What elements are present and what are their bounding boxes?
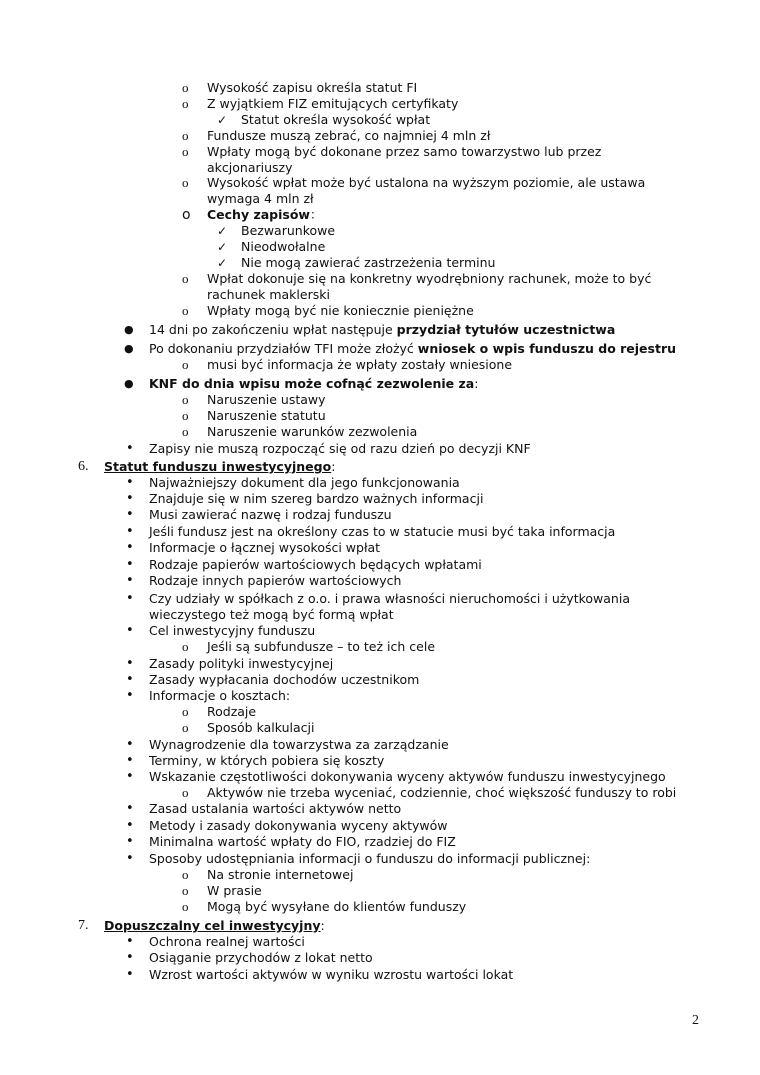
list-item: Aktywów nie trzeba wyceniać, codziennie, choć większość funduszy to robi: [207, 785, 677, 800]
bold-text: KNF do dnia wpisu może cofnąć zezwolenie za: [149, 376, 475, 391]
bullet-icon: •: [126, 441, 134, 456]
list-item: Wysokość zapisu określa statut FI: [207, 80, 418, 95]
list-item: musi być informacja że wpłaty zostały wniesione: [207, 357, 513, 372]
checkmark-icon: ✓: [217, 240, 228, 254]
list-item: rachunek maklerski: [207, 287, 330, 302]
page-number: 2: [692, 1013, 699, 1028]
bullet-icon: •: [126, 557, 134, 572]
text-run: Po dokonaniu przydziałów TFI może złożyć: [149, 341, 418, 356]
sub-bullet: o: [182, 128, 189, 143]
bold-text: wniosek o wpis funduszu do rejestru: [417, 341, 677, 356]
bullet-icon: •: [126, 967, 134, 982]
list-item: Naruszenie statutu: [207, 408, 326, 423]
bullet-icon: •: [126, 672, 134, 687]
list-item: Najważniejszy dokument dla jego funkcjonowania: [149, 475, 460, 490]
checkmark-icon: ✓: [217, 224, 228, 238]
list-item: Wpłaty mogą być dokonane przez samo towarzystwo lub przez: [207, 144, 602, 159]
bullet-icon: ●: [124, 342, 134, 355]
bold-text: Dopuszczalny cel inwestycyjny: [104, 918, 321, 933]
text-run: ：: [309, 207, 323, 222]
list-item: Mogą być wysyłane do klientów funduszy: [207, 899, 467, 914]
sub-bullet: o: [182, 883, 189, 898]
list-item: Rodzaje: [207, 704, 257, 719]
sub-bullet: o: [182, 207, 191, 223]
list-item: Minimalna wartość wpłaty do FIO, rzadziej do FIZ: [149, 834, 456, 849]
list-item: Fundusze muszą zebrać, co najmniej 4 mln zł: [207, 128, 491, 143]
bullet-icon: •: [126, 737, 134, 752]
sub-bullet: o: [182, 144, 189, 159]
checkmark-icon: ✓: [217, 113, 228, 127]
list-item: Naruszenie warunków zezwolenia: [207, 424, 418, 439]
sub-bullet: o: [182, 639, 189, 654]
sub-bullet: o: [182, 96, 189, 111]
bullet-icon: •: [126, 818, 134, 833]
bullet-icon: •: [126, 540, 134, 555]
list-item: Statut określa wysokość wpłat: [241, 112, 431, 127]
bullet-icon: •: [126, 753, 134, 768]
list-item: Wzrost wartości aktywów w wyniku wzrostu wartości lokat: [149, 967, 514, 982]
sub-bullet: o: [182, 408, 189, 423]
list-item: Musi zawierać nazwę i rodzaj funduszu: [149, 507, 392, 522]
bullet-icon: •: [126, 623, 134, 638]
bullet-icon: •: [126, 950, 134, 965]
bold-text: Statut funduszu inwestycyjnego: [104, 459, 332, 474]
section-number: 6.: [78, 459, 89, 474]
text-run: :: [331, 459, 336, 474]
bullet-icon: •: [126, 573, 134, 588]
sub-bullet: o: [182, 867, 189, 882]
list-item: Wpłaty mogą być nie koniecznie pieniężne: [207, 303, 474, 318]
sub-bullet: o: [182, 80, 189, 95]
text-run: :: [320, 918, 325, 933]
bullet-icon: •: [126, 851, 134, 866]
bullet-icon: ●: [124, 323, 134, 336]
bold-text: przydział tytułów uczestnictwa: [396, 322, 616, 337]
list-item: Zasad ustalania wartości aktywów netto: [149, 801, 402, 816]
bullet-icon: •: [126, 591, 134, 606]
list-item: Sposób kalkulacji: [207, 720, 315, 735]
bullet-icon: •: [126, 688, 134, 703]
list-item: Sposoby udostępniania informacji o funduszu do informacji publicznej:: [149, 851, 591, 866]
bullet-icon: •: [126, 524, 134, 539]
list-item: Bezwarunkowe: [241, 223, 336, 238]
sub-bullet: o: [182, 899, 189, 914]
list-item: Nie mogą zawierać zastrzeżenia terminu: [241, 255, 496, 270]
list-item: Informacje o kosztach:: [149, 688, 291, 703]
sub-bullet: o: [182, 720, 189, 735]
sub-bullet: o: [182, 704, 189, 719]
list-item: Wpłat dokonuje się na konkretny wyodrębniony rachunek, może to być: [207, 271, 652, 286]
sub-bullet: o: [182, 271, 189, 286]
text-run: 14 dni po zakończeniu wpłat następuje: [149, 322, 397, 337]
list-item: Terminy, w których pobiera się koszty: [149, 753, 385, 768]
list-item: W prasie: [207, 883, 262, 898]
list-item: Czy udziały w spółkach z o.o. i prawa własności nieruchomości i użytkowania: [149, 591, 630, 606]
list-item: Osiąganie przychodów z lokat netto: [149, 950, 373, 965]
bullet-icon: •: [126, 475, 134, 490]
text-run: :: [474, 376, 479, 391]
list-item: Zapisy nie muszą rozpocząć się od razu dzień po decyzji KNF: [149, 441, 531, 456]
list-item: [149, 341, 676, 357]
list-item: Z wyjątkiem FIZ emitujących certyfikaty: [207, 96, 459, 111]
list-item: [207, 207, 323, 223]
checkmark-icon: ✓: [217, 256, 228, 270]
list-item: Na stronie internetowej: [207, 867, 354, 882]
list-item: Zasady wypłacania dochodów uczestnikom: [149, 672, 420, 687]
list-item: Znajduje się w nim szereg bardzo ważnych informacji: [149, 491, 484, 506]
section-heading: [104, 918, 325, 934]
list-item: [149, 322, 615, 338]
list-item: akcjonariuszy: [207, 160, 293, 175]
list-item: Ochrona realnej wartości: [149, 934, 305, 949]
list-item: Wskazanie częstotliwości dokonywania wyceny aktywów funduszu inwestycyjnego: [149, 769, 666, 784]
list-item: Jeśli fundusz jest na określony czas to w statucie musi być taka informacja: [149, 524, 616, 539]
bullet-icon: •: [126, 656, 134, 671]
sub-bullet: o: [182, 175, 189, 190]
sub-bullet: o: [182, 303, 189, 318]
bullet-icon: •: [126, 934, 134, 949]
sub-bullet: o: [182, 357, 189, 372]
list-item: Zasady polityki inwestycyjnej: [149, 656, 334, 671]
list-item: Rodzaje innych papierów wartościowych: [149, 573, 402, 588]
list-item: Informacje o łącznej wysokości wpłat: [149, 540, 381, 555]
bullet-icon: •: [126, 507, 134, 522]
sub-bullet: o: [182, 424, 189, 439]
bullet-icon: •: [126, 491, 134, 506]
list-item: Rodzaje papierów wartościowych będących wpłatami: [149, 557, 482, 572]
list-item: Jeśli są subfundusze – to też ich cele: [207, 639, 436, 654]
list-item: wieczystego też mogą być formą wpłat: [149, 607, 394, 622]
section-number: 7.: [78, 918, 89, 933]
bullet-icon: •: [126, 769, 134, 784]
sub-bullet: o: [182, 392, 189, 407]
list-item: [149, 376, 478, 392]
list-item: Nieodwołalne: [241, 239, 326, 254]
bullet-icon: •: [126, 801, 134, 816]
sub-bullet: o: [182, 785, 189, 800]
list-item: wymaga 4 mln zł: [207, 191, 314, 206]
list-item: Metody i zasady dokonywania wyceny aktywów: [149, 818, 448, 833]
list-item: Wynagrodzenie dla towarzystwa za zarządzanie: [149, 737, 449, 752]
list-item: Wysokość wpłat może być ustalona na wyższym poziomie, ale ustawa: [207, 175, 646, 190]
bullet-icon: ●: [124, 377, 134, 390]
list-item: Cel inwestycyjny funduszu: [149, 623, 316, 638]
list-item: Naruszenie ustawy: [207, 392, 326, 407]
section-heading: [104, 459, 335, 475]
bullet-icon: •: [126, 834, 134, 849]
bold-text: Cechy zapisów: [207, 207, 310, 222]
